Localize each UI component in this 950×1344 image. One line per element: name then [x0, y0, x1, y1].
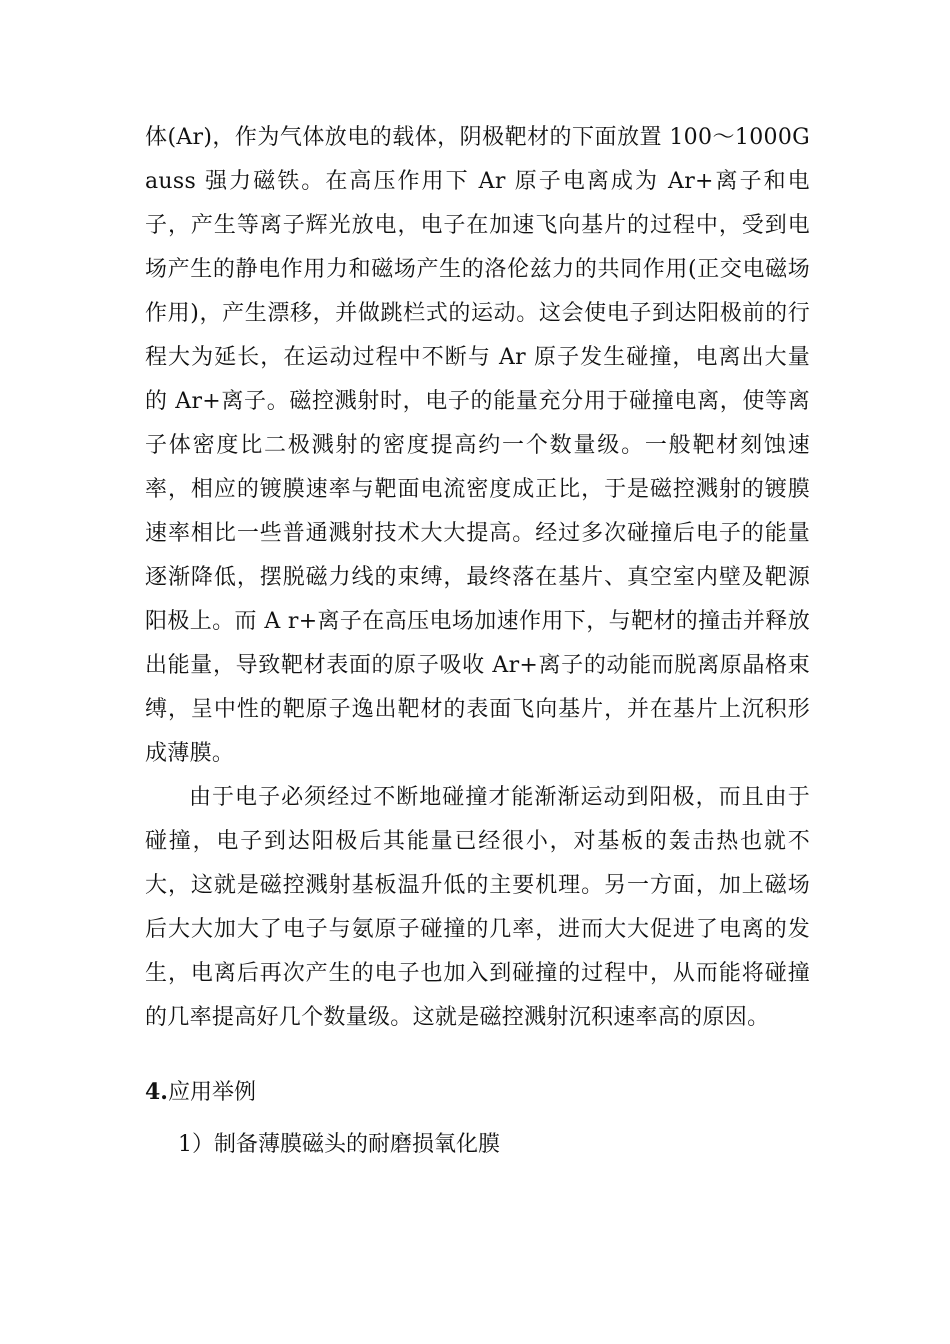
body-paragraph-1: 体(Ar)，作为气体放电的载体，阴极靶材的下面放置 100～1000Gauss 强力磁铁。在高压作用下 Ar 原子电离成为 Ar+离子和电子，产生等离子辉光放电，电子在加速飞向基片的过程中，受到电场产生的静电作用力和磁场产生的洛伦兹力的共同作用(正交电磁场作用)，产生漂移，并做跳栏式的运动。这会使电子到达阳极前的行程大为延长，在运动过程中不断与 Ar 原子发生碰撞，电离出大量的 Ar+离子。磁控溅射时，电子的能量充分用于碰撞电离，使等离子体密度比二极溅射的密度提高约一个数量级。一般靶材刻蚀速率，相应的镀膜速率与靶面电流密度成正比，于是磁控溅射的镀膜速率相比一些普通溅射技术大大提高。经过多次碰撞后电子的能量逐渐降低，摆脱磁力线的束缚，最终落在基片、真空室内壁及靶源阳极上。而 A r+离子在高压电场加速作用下，与靶材的撞击并释放出能量，导致靶材表面的原子吸收 Ar+离子的动能而脱离原晶格束缚，呈中性的靶原子逸出靶材的表面飞向基片，并在基片上沉积形成薄膜。	[145, 125, 810, 766]
section-heading	[145, 1070, 810, 1115]
section-number: 4.	[145, 1079, 168, 1105]
body-paragraph-2: 由于电子必须经过不断地碰撞才能渐渐运动到阳极，而且由于碰撞，电子到达阳极后其能量已经很小，对基板的轰击热也就不大，这就是磁控溅射基板温升低的主要机理。另一方面，加上磁场后大大加大了电子与氨原子碰撞的几率，进而大大促进了电离的发生，电离后再次产生的电子也加入到碰撞的过程中，从而能将碰撞的几率提高好几个数量级。这就是磁控溅射沉积速率高的原因。	[145, 785, 810, 1030]
section-title: 应用举例	[167, 1080, 256, 1105]
list-item: 1）制备薄膜磁头的耐磨损氧化膜	[178, 1132, 500, 1157]
document-body	[145, 116, 810, 1167]
